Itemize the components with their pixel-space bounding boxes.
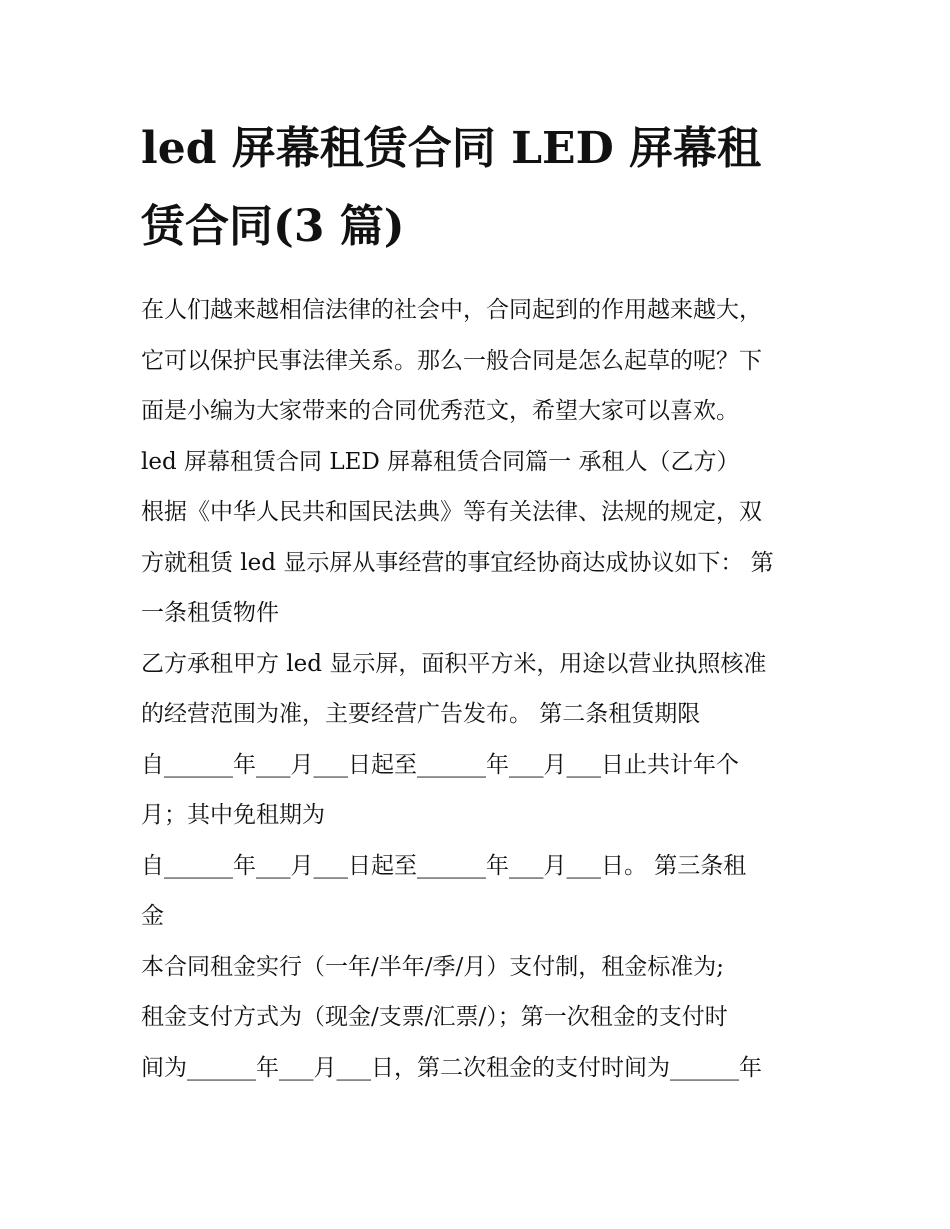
document-content (141, 117, 821, 1093)
title-line-2: 赁合同(3 篇) (141, 201, 405, 252)
body-line-13: 金 (141, 903, 164, 929)
body-line-11: 月；其中免租期为 (141, 802, 325, 828)
body-line-6: 方就租赁 led 显示屏从事经营的事宜经协商达成协议如下： 第 (141, 549, 774, 576)
body-line-14: 本合同租金实行（一年/半年/季/月）支付制，租金标准为; (141, 953, 724, 980)
body-line-16: 间为______年___月___日，第二次租金的支付时间为______年 (141, 1054, 762, 1081)
body-line-1: 在人们越来越相信法律的社会中，合同起到的作用越来越大， (141, 297, 762, 323)
body-line-5: 根据《中华人民共和国民法典》等有关法律、法规的规定，双 (141, 499, 762, 525)
body-line-8: 乙方承租甲方 led 显示屏，面积平方米，用途以营业执照核准 (141, 650, 767, 677)
body-line-7: 一条租赁物件 (141, 600, 279, 626)
document-body (141, 285, 821, 1093)
body-line-15: 租金支付方式为（现金/支票/汇票/）；第一次租金的支付时 (141, 1004, 728, 1030)
document-title (141, 117, 821, 259)
body-line-12: 自______年___月___日起至______年___月___日。 第三条租 (141, 852, 747, 879)
body-line-3: 面是小编为大家带来的合同优秀范文，希望大家可以喜欢。 (141, 398, 739, 424)
body-line-4: led 屏幕租赁合同 LED 屏幕租赁合同篇一 承租人（乙方） (141, 448, 740, 475)
body-line-9: 的经营范围为准，主要经营广告发布。 第二条租赁期限 (141, 701, 701, 727)
body-line-2: 它可以保护民事法律关系。那么一般合同是怎么起草的呢？下 (141, 347, 762, 374)
title-line-1: led 屏幕租赁合同 LED 屏幕租 (141, 123, 762, 174)
body-line-10: 自______年___月___日起至______年___月___日止共计年个 (141, 751, 739, 778)
